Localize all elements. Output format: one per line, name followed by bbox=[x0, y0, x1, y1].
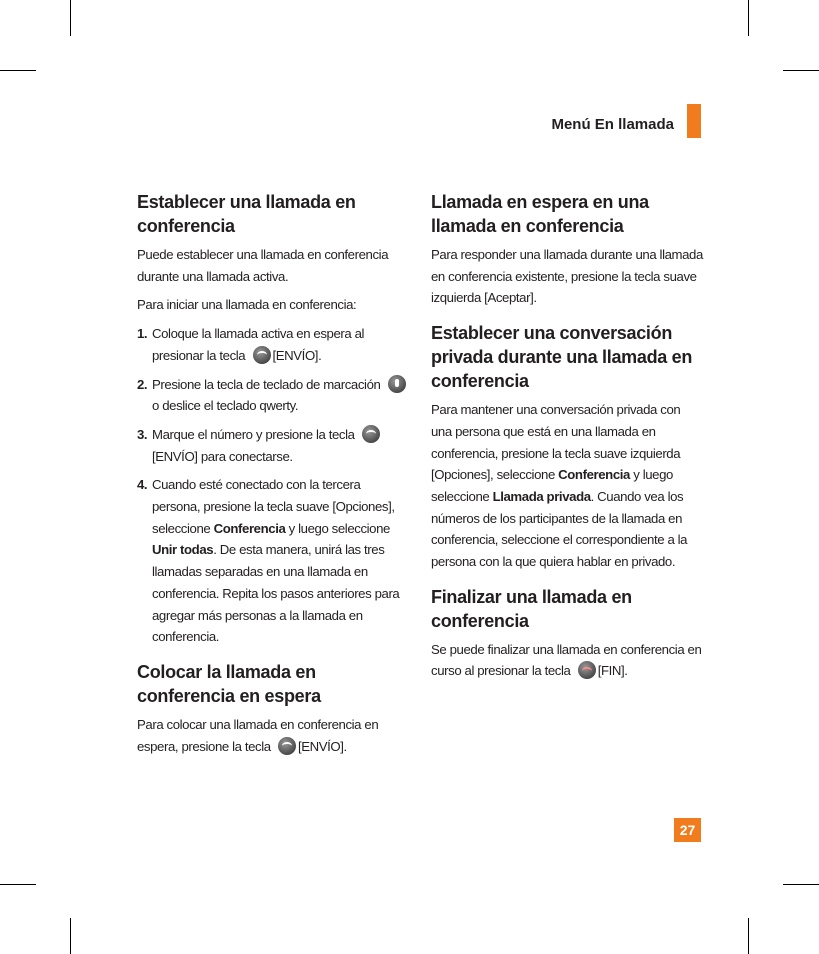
list-item: 4. Cuando esté conectado con la tercera persona, presione la tecla suave [Opciones], seleccione Conferencia y luego seleccione Unir todas. De esta manera, unirá las tres llamadas separadas en una llamada en conferencia. Repita los pasos anteriores para agregar más personas a la llamada en conferencia. bbox=[137, 477, 400, 645]
section-tab-marker bbox=[687, 104, 701, 138]
crop-mark bbox=[0, 70, 36, 71]
right-column bbox=[431, 190, 703, 694]
crop-mark bbox=[748, 918, 749, 954]
send-key-icon bbox=[278, 737, 296, 755]
list-item: 3. Marque el número y presione la tecla [ENVÍO] para conectarse. bbox=[137, 424, 409, 467]
end-key-icon bbox=[578, 661, 596, 679]
paragraph: Para mantener una conversación privada con una persona que está en una llamada en conferencia, presione la tecla suave izquierda [Opciones], seleccione Conferencia y luego seleccione Llamada privada. Cuando vea los números de los participantes de la llamada en conferencia, seleccione el correspondiente a la persona con la que quiera hablar en privado. bbox=[431, 402, 688, 570]
section-call-waiting-conference bbox=[431, 190, 703, 309]
crop-mark bbox=[70, 0, 71, 36]
section-header: Menú En llamada bbox=[551, 116, 674, 133]
section-private-conversation bbox=[431, 321, 703, 573]
send-key-icon bbox=[362, 425, 380, 443]
dial-keypad-key-icon bbox=[388, 375, 406, 393]
crop-mark bbox=[783, 70, 819, 71]
crop-mark bbox=[70, 918, 71, 954]
section-hold-conference bbox=[137, 660, 409, 757]
list-item: 1. Coloque la llamada activa en espera al presionar la tecla [ENVÍO]. bbox=[137, 326, 365, 363]
crop-mark bbox=[748, 0, 749, 36]
page-number: 27 bbox=[674, 818, 701, 842]
section-title: Finalizar una llamada en conferencia bbox=[431, 586, 632, 631]
section-establish-conference bbox=[137, 190, 409, 648]
send-key-icon bbox=[253, 346, 271, 364]
section-title: Establecer una conversación privada durante una llamada en conferencia bbox=[431, 323, 693, 392]
steps-list bbox=[137, 323, 409, 648]
section-title: Establecer una llamada en conferencia bbox=[137, 192, 356, 236]
section-title: Colocar la llamada en conferencia en espera bbox=[137, 661, 321, 706]
section-end-conference bbox=[431, 585, 703, 682]
list-item: 2. Presione la tecla de teclado de marcación o deslice el teclado qwerty. bbox=[137, 374, 409, 417]
section-title: Llamada en espera en una llamada en conferencia bbox=[431, 192, 649, 236]
paragraph: Para responder una llamada durante una llamada en conferencia existente, presione la tecla suave izquierda [Aceptar]. bbox=[431, 247, 703, 306]
crop-mark bbox=[0, 884, 36, 885]
paragraph: Para colocar una llamada en conferencia en espera, presione la tecla [ENVÍO]. bbox=[137, 716, 379, 754]
paragraph: Se puede finalizar una llamada en conferencia en curso al presionar la tecla [FIN]. bbox=[431, 641, 702, 679]
paragraph: Para iniciar una llamada en conferencia: bbox=[137, 297, 357, 313]
left-column bbox=[137, 190, 409, 769]
crop-mark bbox=[783, 884, 819, 885]
paragraph: Puede establecer una llamada en conferencia durante una llamada activa. bbox=[137, 247, 389, 284]
